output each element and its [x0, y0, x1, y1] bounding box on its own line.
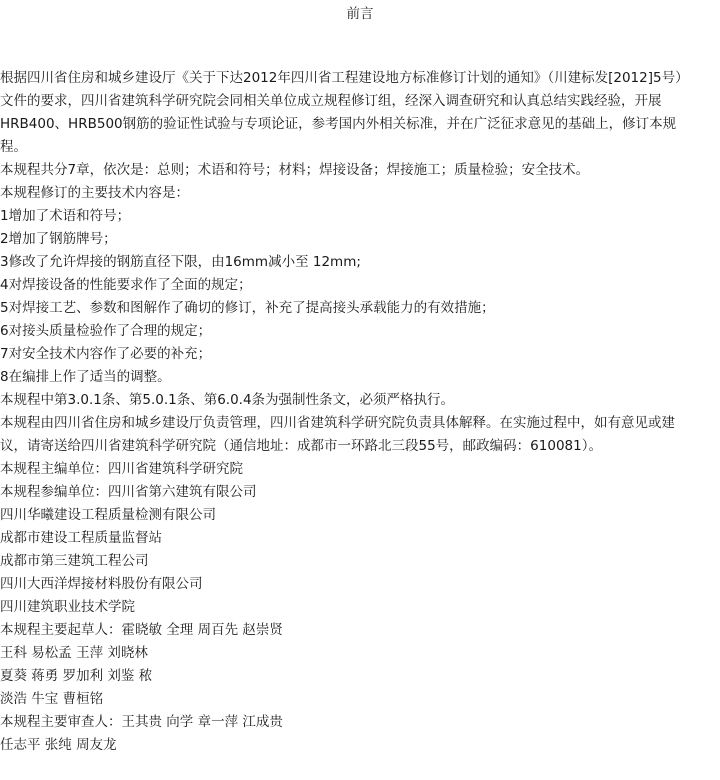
revision-item: 8在编排上作了适当的调整。	[0, 369, 171, 385]
revision-item: 1增加了术语和符号；	[0, 208, 131, 224]
participating-unit: 四川华曦建设工程质量检测有限公司	[0, 507, 216, 523]
intro-line-2: 文件的要求，四川省建筑科学研究院会同相关单位成立规程修订组，经深入调查研究和认真总结实践经验，开展	[0, 93, 662, 109]
page-title: 前言	[346, 6, 374, 22]
document-body	[0, 67, 718, 757]
chief-editor: 本规程主编单位：四川省建筑科学研究院	[0, 461, 243, 477]
participating-unit: 成都市第三建筑工程公司	[0, 553, 149, 569]
participating-unit: 四川建筑职业技术学院	[0, 599, 135, 615]
revision-item: 2增加了钢筋牌号；	[0, 231, 117, 247]
revision-item: 3修改了允许焊接的钢筋直径下限，由16mm减小至 12mm;	[0, 254, 361, 270]
revision-item: 6对接头质量检验作了合理的规定；	[0, 323, 212, 339]
participating-unit: 四川大西洋焊接材料股份有限公司	[0, 576, 203, 592]
revision-heading: 本规程修订的主要技术内容是：	[0, 185, 189, 201]
drafter-line: 本规程主要起草人：霍晓敏 全理 周百先 赵崇贤	[0, 622, 283, 638]
revision-item: 7对安全技术内容作了必要的补充；	[0, 346, 212, 362]
intro-line-4: 程。	[0, 139, 27, 155]
participating-unit: 成都市建设工程质量监督站	[0, 530, 162, 546]
participating-unit: 本规程参编单位：四川省第六建筑有限公司	[0, 484, 257, 500]
intro-line-3: HRB400、HRB500钢筋的验证性试验与专项论证，参考国内外相关标准，并在广泛征求意见的基础上，修订本规	[0, 116, 677, 132]
mandatory-clauses: 本规程中第3.0.1条、第5.0.1条、第6.0.4条为强制性条文，必须严格执行。	[0, 392, 455, 408]
reviewer-line: 任志平 张纯 周友龙	[0, 737, 117, 753]
management-line-2: 议，请寄送给四川省建筑科学研究院（通信地址：成都市一环路北三段55号，邮政编码：610081）。	[0, 438, 602, 454]
management-line-1: 本规程由四川省住房和城乡建设厅负责管理，四川省建筑科学研究院负责具体解释。在实施过程中，如有意见或建	[0, 415, 675, 431]
drafter-line: 淡浩 牛宝 曹桓铭	[0, 691, 104, 707]
drafter-line: 王科 易松孟 王萍 刘晓林	[0, 645, 148, 661]
intro-line-1: 根据四川省住房和城乡建设厅《关于下达2012年四川省工程建设地方标准修订计划的通知》（川建标发[2012]5号）	[0, 70, 689, 86]
reviewer-line: 本规程主要审查人：王其贵 向学 章一萍 江成贵	[0, 714, 283, 730]
drafter-line: 夏葵 蒋勇 罗加利 刘鉴 秾	[0, 668, 153, 684]
revision-item: 5对焊接工艺、参数和图解作了确切的修订，补充了提高接头承载能力的有效措施；	[0, 300, 495, 316]
revision-item: 4对焊接设备的性能要求作了全面的规定；	[0, 277, 252, 293]
chapters-paragraph: 本规程共分7章，依次是：总则；术语和符号；材料；焊接设备；焊接施工；质量检验；安全技术。	[0, 162, 590, 178]
